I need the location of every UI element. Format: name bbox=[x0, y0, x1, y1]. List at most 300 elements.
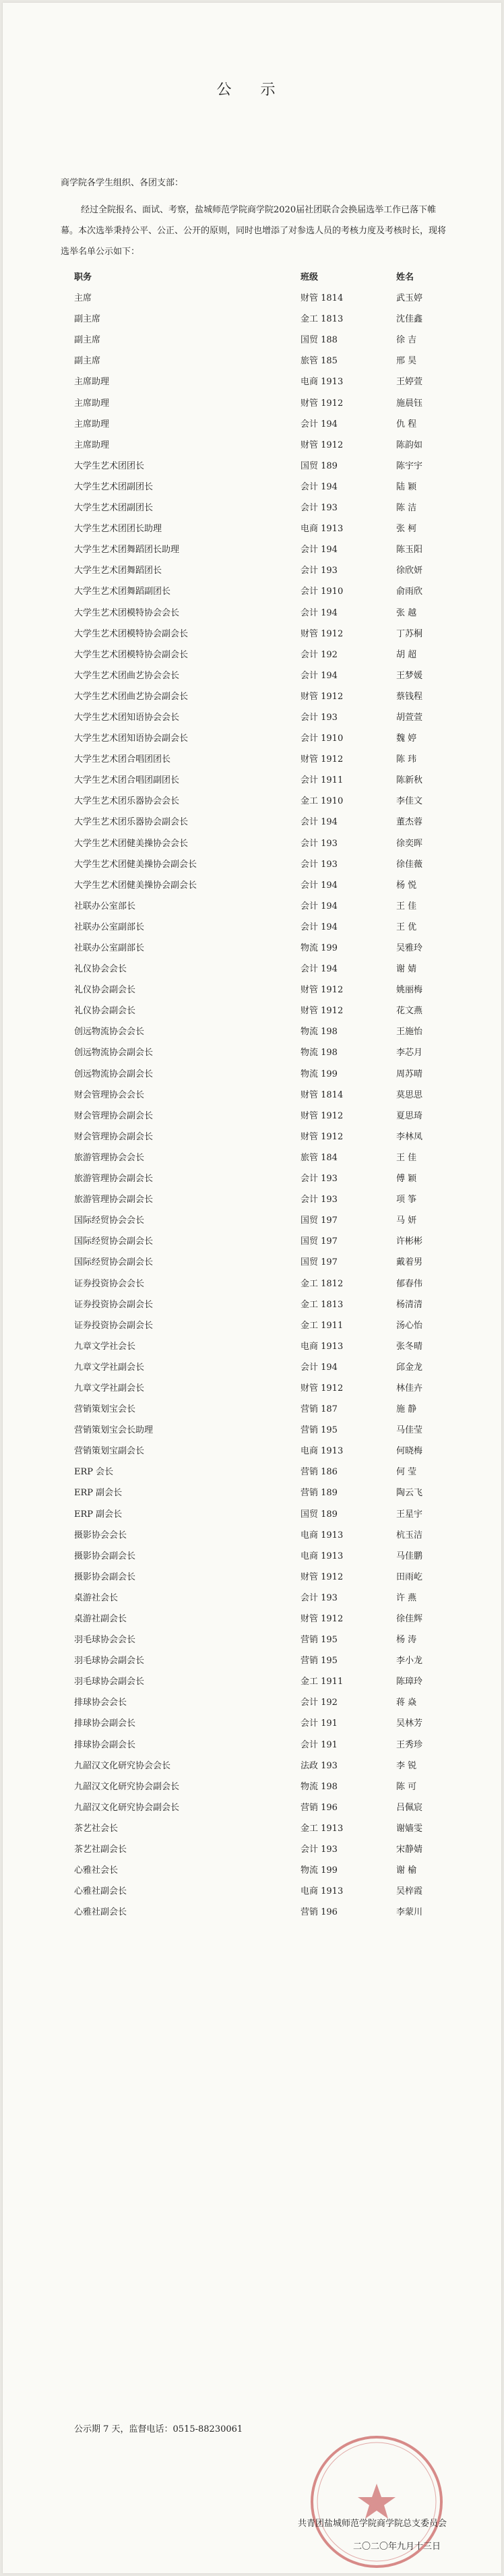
role-cell: 财会管理协会副会长 bbox=[74, 1131, 154, 1142]
list-item bbox=[3, 1462, 501, 1482]
role-cell: 证券投资协会会长 bbox=[74, 1278, 145, 1289]
page-title: 公 示 bbox=[216, 82, 288, 98]
class-cell: 会计 1911 bbox=[301, 775, 344, 786]
class-cell: 会计 193 bbox=[301, 1592, 338, 1603]
list-item bbox=[3, 1021, 501, 1042]
class-cell: 物流 199 bbox=[301, 1865, 338, 1876]
role-cell: 主席助理 bbox=[74, 398, 110, 409]
name-cell: 李 锐 bbox=[396, 1760, 417, 1771]
name-cell: 马佳莹 bbox=[396, 1425, 423, 1436]
class-cell: 会计 191 bbox=[301, 1739, 338, 1750]
name-cell: 陈 可 bbox=[396, 1781, 417, 1792]
list-item bbox=[3, 917, 501, 938]
name-cell: 谢 榆 bbox=[396, 1865, 417, 1876]
role-cell: 国际经贸协会副会长 bbox=[74, 1257, 154, 1268]
list-item bbox=[3, 1609, 501, 1629]
list-item bbox=[3, 1210, 501, 1231]
list-item bbox=[3, 1776, 501, 1797]
name-cell: 陈宇宇 bbox=[396, 460, 423, 471]
class-cell: 会计 194 bbox=[301, 817, 338, 828]
name-cell: 田雨屹 bbox=[396, 1571, 423, 1582]
class-cell: 财管 1912 bbox=[301, 754, 344, 765]
role-cell: 创远物流协会副会长 bbox=[74, 1069, 154, 1079]
name-cell: 徐佳辉 bbox=[396, 1614, 423, 1624]
name-cell: 陈玉阳 bbox=[396, 545, 423, 556]
list-item bbox=[3, 1106, 501, 1127]
class-cell: 财管 1912 bbox=[301, 1571, 344, 1582]
class-cell: 营销 186 bbox=[301, 1467, 338, 1478]
list-item bbox=[3, 1252, 501, 1273]
role-cell: 桌游社会长 bbox=[74, 1592, 119, 1603]
class-cell: 营销 195 bbox=[301, 1425, 338, 1436]
class-cell: 财管 1912 bbox=[301, 1131, 344, 1142]
class-cell: 营销 195 bbox=[301, 1635, 338, 1646]
name-cell: 吴梓霞 bbox=[396, 1886, 423, 1897]
class-cell: 物流 198 bbox=[301, 1781, 338, 1792]
class-cell: 会计 194 bbox=[301, 607, 338, 618]
class-cell: 电商 1913 bbox=[301, 1446, 344, 1457]
name-cell: 王梦媛 bbox=[396, 670, 423, 681]
class-cell: 会计 193 bbox=[301, 859, 338, 870]
list-item bbox=[3, 645, 501, 665]
role-cell: 大学生艺术团知语协会副会长 bbox=[74, 733, 189, 744]
role-cell: 排球协会副会长 bbox=[74, 1718, 136, 1729]
role-cell: 心雅社副会长 bbox=[74, 1907, 127, 1918]
role-cell: 大学生艺术团合唱团团长 bbox=[74, 754, 171, 765]
name-cell: 杨 悦 bbox=[396, 880, 417, 891]
class-cell: 金工 1812 bbox=[301, 1278, 344, 1289]
role-cell: 旅游管理协会副会长 bbox=[74, 1174, 154, 1185]
class-cell: 电商 1913 bbox=[301, 377, 344, 388]
list-item bbox=[3, 1546, 501, 1567]
name-cell: 邱金龙 bbox=[396, 1362, 423, 1373]
name-cell: 夏思琦 bbox=[396, 1110, 423, 1121]
name-cell: 杭玉洁 bbox=[396, 1530, 423, 1540]
class-cell: 国贸 189 bbox=[301, 460, 338, 471]
name-cell: 王施怡 bbox=[396, 1027, 423, 1038]
class-cell: 会计 194 bbox=[301, 922, 338, 932]
role-cell: 国际经贸协会会长 bbox=[74, 1216, 145, 1226]
list-item bbox=[3, 1315, 501, 1336]
role-cell: 大学生艺术团模特协会副会长 bbox=[74, 649, 189, 660]
header-role: 职务 bbox=[74, 272, 92, 282]
name-cell: 马 妍 bbox=[396, 1216, 417, 1226]
list-item bbox=[3, 1588, 501, 1609]
class-cell: 会计 194 bbox=[301, 1362, 338, 1373]
role-cell: 大学生艺术团副团长 bbox=[74, 481, 154, 492]
role-cell: 大学生艺术团合唱团副团长 bbox=[74, 775, 180, 786]
name-cell: 沈佳鑫 bbox=[396, 314, 423, 325]
name-cell: 吴林芳 bbox=[396, 1718, 423, 1729]
list-item bbox=[3, 477, 501, 498]
role-cell: 摄影协会副会长 bbox=[74, 1571, 136, 1582]
class-cell: 财管 1814 bbox=[301, 1089, 344, 1100]
list-item bbox=[3, 1441, 501, 1462]
class-cell: 电商 1913 bbox=[301, 1341, 344, 1352]
class-cell: 会计 194 bbox=[301, 545, 338, 556]
role-cell: 大学生艺术团团长 bbox=[74, 460, 145, 471]
role-cell: ERP 副会长 bbox=[74, 1488, 123, 1499]
name-cell: 董杰蓉 bbox=[396, 817, 423, 828]
election-list bbox=[3, 267, 501, 1923]
list-item bbox=[3, 309, 501, 330]
role-cell: 副主席 bbox=[74, 356, 101, 367]
list-item bbox=[3, 1000, 501, 1021]
name-cell: 徐欣妍 bbox=[396, 566, 423, 576]
list-item bbox=[3, 603, 501, 624]
name-cell: 李佳文 bbox=[396, 796, 423, 807]
list-item bbox=[3, 1147, 501, 1168]
name-cell: 吕佩宸 bbox=[396, 1802, 423, 1813]
header-class: 班级 bbox=[301, 272, 319, 282]
list-item bbox=[3, 624, 501, 645]
class-cell: 物流 199 bbox=[301, 1069, 338, 1079]
role-cell: 羽毛球协会副会长 bbox=[74, 1656, 145, 1667]
name-cell: 李小龙 bbox=[396, 1656, 423, 1667]
notice-page bbox=[3, 3, 501, 2573]
class-cell: 物流 199 bbox=[301, 943, 338, 953]
role-cell: 主席助理 bbox=[74, 440, 110, 450]
name-cell: 戴着男 bbox=[396, 1257, 423, 1268]
class-cell: 金工 1913 bbox=[301, 1823, 344, 1834]
list-item bbox=[3, 749, 501, 770]
role-cell: 大学生艺术团知语协会会长 bbox=[74, 712, 180, 723]
class-cell: 金工 1911 bbox=[301, 1320, 344, 1331]
role-cell: 副主席 bbox=[74, 314, 101, 325]
name-cell: 谢嫱雯 bbox=[396, 1823, 423, 1834]
class-cell: 财管 1912 bbox=[301, 1006, 344, 1017]
class-cell: 会计 193 bbox=[301, 838, 338, 849]
role-cell: 社联办公室部长 bbox=[74, 901, 136, 911]
class-cell: 营销 196 bbox=[301, 1907, 338, 1918]
list-item bbox=[3, 1692, 501, 1713]
class-cell: 会计 191 bbox=[301, 1718, 338, 1729]
role-cell: 心雅社会长 bbox=[74, 1865, 119, 1876]
role-cell: 大学生艺术团乐器协会会长 bbox=[74, 796, 180, 807]
role-cell: 国际经贸协会副会长 bbox=[74, 1236, 154, 1247]
class-cell: 财管 1912 bbox=[301, 1614, 344, 1624]
role-cell: 副主席 bbox=[74, 335, 101, 346]
name-cell: 何晓梅 bbox=[396, 1446, 423, 1457]
class-cell: 营销 195 bbox=[301, 1656, 338, 1667]
class-cell: 财管 1912 bbox=[301, 398, 344, 409]
class-cell: 会计 193 bbox=[301, 566, 338, 576]
name-cell: 张冬晴 bbox=[396, 1341, 423, 1352]
list-item bbox=[3, 959, 501, 980]
name-cell: 马佳鹏 bbox=[396, 1551, 423, 1561]
list-item bbox=[3, 414, 501, 435]
role-cell: 大学生艺术团健美操协会副会长 bbox=[74, 880, 197, 891]
class-cell: 会计 194 bbox=[301, 670, 338, 681]
class-cell: 电商 1913 bbox=[301, 524, 344, 535]
list-item bbox=[3, 875, 501, 896]
name-cell: 王婷萱 bbox=[396, 377, 423, 388]
name-cell: 吴雅玲 bbox=[396, 943, 423, 953]
name-cell: 王 佳 bbox=[396, 1152, 417, 1163]
name-cell: 徐奕晖 bbox=[396, 838, 423, 849]
class-cell: 金工 1910 bbox=[301, 796, 344, 807]
class-cell: 旅管 184 bbox=[301, 1152, 338, 1163]
role-cell: 大学生艺术团团长助理 bbox=[74, 524, 162, 535]
name-cell: 王星宇 bbox=[396, 1509, 423, 1520]
name-cell: 施晨钰 bbox=[396, 398, 423, 409]
list-item bbox=[3, 707, 501, 728]
class-cell: 国贸 189 bbox=[301, 1509, 338, 1520]
class-cell: 法政 193 bbox=[301, 1760, 338, 1771]
class-cell: 物流 198 bbox=[301, 1027, 338, 1038]
name-cell: 陈新秋 bbox=[396, 775, 423, 786]
name-cell: 蔡钱程 bbox=[396, 691, 423, 702]
role-cell: ERP 副会长 bbox=[74, 1509, 123, 1520]
role-cell: 创远物流协会副会长 bbox=[74, 1048, 154, 1058]
class-cell: 电商 1913 bbox=[301, 1551, 344, 1561]
list-item bbox=[3, 1839, 501, 1860]
addressee: 商学院各学生组织、各团支部： bbox=[61, 178, 184, 188]
class-cell: 会计 193 bbox=[301, 503, 338, 514]
class-cell: 财管 1912 bbox=[301, 1383, 344, 1394]
class-cell: 会计 193 bbox=[301, 712, 338, 723]
class-cell: 国贸 197 bbox=[301, 1257, 338, 1268]
role-cell: 营销策划宝副会长 bbox=[74, 1446, 145, 1457]
name-cell: 花文燕 bbox=[396, 1006, 423, 1017]
class-cell: 会计 194 bbox=[301, 964, 338, 975]
name-cell: 武玉婷 bbox=[396, 293, 423, 304]
list-item bbox=[3, 1650, 501, 1671]
header-name: 姓名 bbox=[396, 272, 414, 282]
list-item bbox=[3, 435, 501, 456]
list-item bbox=[3, 393, 501, 414]
list-item bbox=[3, 1482, 501, 1503]
list-item bbox=[3, 1525, 501, 1546]
name-cell: 施 静 bbox=[396, 1404, 417, 1415]
role-cell: 大学生艺术团健美操协会副会长 bbox=[74, 859, 197, 870]
role-cell: ERP 会长 bbox=[74, 1467, 114, 1478]
name-cell: 陈韵如 bbox=[396, 440, 423, 450]
role-cell: 大学生艺术团健美操协会会长 bbox=[74, 838, 189, 849]
class-cell: 会计 194 bbox=[301, 880, 338, 891]
class-cell: 国贸 197 bbox=[301, 1216, 338, 1226]
list-item bbox=[3, 351, 501, 371]
name-cell: 何 莹 bbox=[396, 1467, 417, 1478]
role-cell: 社联办公室副部长 bbox=[74, 922, 145, 932]
name-cell: 陈璋玲 bbox=[396, 1677, 423, 1687]
list-item bbox=[3, 854, 501, 875]
list-item bbox=[3, 560, 501, 581]
list-item bbox=[3, 791, 501, 812]
role-cell: 九韶汉文化研究协会副会长 bbox=[74, 1781, 180, 1792]
name-cell: 王 佳 bbox=[396, 901, 417, 911]
name-cell: 莫思思 bbox=[396, 1089, 423, 1100]
list-item bbox=[3, 1294, 501, 1315]
name-cell: 李芯月 bbox=[396, 1048, 423, 1058]
name-cell: 汤心怡 bbox=[396, 1320, 423, 1331]
name-cell: 徐佳薇 bbox=[396, 859, 423, 870]
list-item bbox=[3, 581, 501, 602]
class-cell: 财管 1912 bbox=[301, 440, 344, 450]
name-cell: 王 优 bbox=[396, 922, 417, 932]
class-cell: 会计 1910 bbox=[301, 587, 344, 597]
role-cell: 礼仪协会副会长 bbox=[74, 985, 136, 996]
list-item bbox=[3, 1168, 501, 1189]
name-cell: 陈 洁 bbox=[396, 503, 417, 514]
list-item bbox=[3, 833, 501, 854]
list-item bbox=[3, 896, 501, 917]
list-item bbox=[3, 1818, 501, 1839]
role-cell: 九章文学社副会长 bbox=[74, 1362, 145, 1373]
name-cell: 许 燕 bbox=[396, 1592, 417, 1603]
name-cell: 姚丽梅 bbox=[396, 985, 423, 996]
list-item bbox=[3, 1902, 501, 1923]
list-item bbox=[3, 1629, 501, 1650]
list-item bbox=[3, 1504, 501, 1525]
issuer-signature: 共青团盐城师范学院商学院总支委员会 bbox=[298, 2519, 447, 2529]
name-cell: 魏 婷 bbox=[396, 733, 417, 744]
class-cell: 会计 193 bbox=[301, 1174, 338, 1185]
role-cell: 证券投资协会副会长 bbox=[74, 1299, 154, 1310]
list-item bbox=[3, 1231, 501, 1252]
list-item bbox=[3, 518, 501, 539]
class-cell: 金工 1911 bbox=[301, 1677, 344, 1687]
name-cell: 邢 昊 bbox=[396, 356, 417, 367]
list-item bbox=[3, 1336, 501, 1357]
role-cell: 大学生艺术团舞蹈副团长 bbox=[74, 587, 171, 597]
class-cell: 电商 1913 bbox=[301, 1530, 344, 1540]
name-cell: 蒋 焱 bbox=[396, 1698, 417, 1708]
class-cell: 财管 1912 bbox=[301, 985, 344, 996]
list-item bbox=[3, 1378, 501, 1399]
name-cell: 陆 颖 bbox=[396, 481, 417, 492]
list-item bbox=[3, 498, 501, 518]
role-cell: 羽毛球协会会长 bbox=[74, 1635, 136, 1646]
name-cell: 李林凤 bbox=[396, 1131, 423, 1142]
list-item bbox=[3, 1399, 501, 1420]
role-cell: 大学生艺术团乐器协会副会长 bbox=[74, 817, 189, 828]
name-cell: 胡萱萱 bbox=[396, 712, 423, 723]
role-cell: 茶艺社副会长 bbox=[74, 1845, 127, 1855]
list-item bbox=[3, 1756, 501, 1776]
role-cell: 心雅社副会长 bbox=[74, 1886, 127, 1897]
class-cell: 会计 192 bbox=[301, 649, 338, 660]
list-item bbox=[3, 1274, 501, 1294]
list-item bbox=[3, 812, 501, 833]
role-cell: 九章文学社会长 bbox=[74, 1341, 136, 1352]
class-cell: 会计 194 bbox=[301, 901, 338, 911]
intro-paragraph: 经过全院报名、面试、考察，盐城师范学院商学院2020届社团联合会换届选举工作已落下帷幕。本次选举秉持公平、公正、公开的原则，同时也增添了对参选人员的考核力度及考核时长，现将选举名单公示如下： bbox=[61, 205, 447, 257]
role-cell: 摄影协会会长 bbox=[74, 1530, 127, 1540]
role-cell: 旅游管理协会副会长 bbox=[74, 1195, 154, 1205]
list-item bbox=[3, 1085, 501, 1106]
class-cell: 会计 192 bbox=[301, 1698, 338, 1708]
role-cell: 大学生艺术团曲艺协会副会长 bbox=[74, 691, 189, 702]
name-cell: 许彬彬 bbox=[396, 1236, 423, 1247]
role-cell: 证券投资协会副会长 bbox=[74, 1320, 154, 1331]
list-item bbox=[3, 1127, 501, 1147]
list-item bbox=[3, 1042, 501, 1063]
list-item bbox=[3, 288, 501, 309]
role-cell: 大学生艺术团副团长 bbox=[74, 503, 154, 514]
class-cell: 财管 1912 bbox=[301, 628, 344, 639]
list-item bbox=[3, 1713, 501, 1734]
role-cell: 旅游管理协会会长 bbox=[74, 1152, 145, 1163]
role-cell: 大学生艺术团曲艺协会会长 bbox=[74, 670, 180, 681]
role-cell: 礼仪协会会长 bbox=[74, 964, 127, 975]
list-item bbox=[3, 1189, 501, 1210]
list-item bbox=[3, 1420, 501, 1441]
name-cell: 陈 玮 bbox=[396, 754, 417, 765]
class-cell: 金工 1813 bbox=[301, 1299, 344, 1310]
list-item bbox=[3, 770, 501, 791]
role-cell: 大学生艺术团舞蹈团长 bbox=[74, 566, 162, 576]
list-item bbox=[3, 665, 501, 686]
class-cell: 营销 189 bbox=[301, 1488, 338, 1499]
name-cell: 杨清清 bbox=[396, 1299, 423, 1310]
list-item bbox=[3, 728, 501, 749]
name-cell: 徐 吉 bbox=[396, 335, 417, 346]
role-cell: 九章文学社副会长 bbox=[74, 1383, 145, 1394]
list-item bbox=[3, 1881, 501, 1902]
list-item bbox=[3, 686, 501, 707]
name-cell: 项 筝 bbox=[396, 1195, 417, 1205]
role-cell: 创远物流协会会长 bbox=[74, 1027, 145, 1038]
publicity-note: 公示期 7 天，监督电话：0515-88230061 bbox=[74, 2424, 243, 2434]
list-item bbox=[3, 938, 501, 959]
class-cell: 财管 1912 bbox=[301, 691, 344, 702]
class-cell: 国贸 197 bbox=[301, 1236, 338, 1247]
class-cell: 营销 187 bbox=[301, 1404, 338, 1415]
name-cell: 俞雨欣 bbox=[396, 587, 423, 597]
list-item bbox=[3, 1671, 501, 1692]
name-cell: 仇 程 bbox=[396, 419, 417, 429]
list-item bbox=[3, 1064, 501, 1085]
class-cell: 国贸 188 bbox=[301, 335, 338, 346]
name-cell: 林佳卉 bbox=[396, 1383, 423, 1394]
list-item bbox=[3, 1797, 501, 1818]
list-item bbox=[3, 1567, 501, 1588]
class-cell: 金工 1813 bbox=[301, 314, 344, 325]
issue-date: 二〇二〇年九月十三日 bbox=[353, 2542, 441, 2552]
name-cell: 张 柯 bbox=[396, 524, 417, 535]
name-cell: 杨 涛 bbox=[396, 1635, 417, 1646]
list-item bbox=[3, 539, 501, 560]
role-cell: 财会管理协会副会长 bbox=[74, 1110, 154, 1121]
list-item bbox=[3, 371, 501, 392]
class-cell: 会计 193 bbox=[301, 1195, 338, 1205]
class-cell: 会计 193 bbox=[301, 1845, 338, 1855]
list-item bbox=[3, 980, 501, 1000]
role-cell: 桌游社副会长 bbox=[74, 1614, 127, 1624]
role-cell: 排球协会副会长 bbox=[74, 1739, 136, 1750]
class-cell: 旅管 185 bbox=[301, 356, 338, 367]
class-cell: 电商 1913 bbox=[301, 1886, 344, 1897]
role-cell: 营销策划宝会长助理 bbox=[74, 1425, 154, 1436]
role-cell: 大学生艺术团模特协会会长 bbox=[74, 607, 180, 618]
class-cell: 会计 194 bbox=[301, 481, 338, 492]
class-cell: 营销 196 bbox=[301, 1802, 338, 1813]
role-cell: 九韶汉文化研究协会会长 bbox=[74, 1760, 171, 1771]
name-cell: 王秀珍 bbox=[396, 1739, 423, 1750]
role-cell: 羽毛球协会副会长 bbox=[74, 1677, 145, 1687]
role-cell: 茶艺社会长 bbox=[74, 1823, 119, 1834]
class-cell: 会计 194 bbox=[301, 419, 338, 429]
role-cell: 摄影协会副会长 bbox=[74, 1551, 136, 1561]
name-cell: 胡 超 bbox=[396, 649, 417, 660]
list-item bbox=[3, 1735, 501, 1756]
name-cell: 傅 颖 bbox=[396, 1174, 417, 1185]
name-cell: 周苏晴 bbox=[396, 1069, 423, 1079]
name-cell: 丁苏桐 bbox=[396, 628, 423, 639]
class-cell: 财管 1912 bbox=[301, 1110, 344, 1121]
name-cell: 李蒙川 bbox=[396, 1907, 423, 1918]
